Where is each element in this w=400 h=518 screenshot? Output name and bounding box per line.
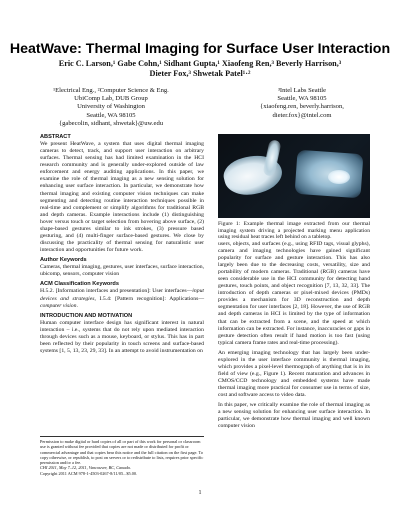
acm-text-1: H.5.2. [Information interfaces and presentation]: User interfaces— <box>40 288 193 295</box>
acm-heading: ACM Classification Keywords <box>40 281 119 288</box>
affiliation-line: dieter.fox}@intel.com <box>272 111 332 119</box>
affiliation-uw <box>36 87 186 120</box>
affiliation-intel <box>232 87 372 120</box>
copyright-block <box>40 436 204 476</box>
affiliation-line: ³Intel Labs Seattle <box>277 87 327 94</box>
keywords-text: Cameras, thermal imaging, gestures, user interfaces, surface interaction, ubicomp, sensors, computer vision <box>40 264 204 278</box>
acm-text-2: , I.5.4: [Pattern recognition]: Applications— <box>94 295 205 302</box>
acm-text <box>40 288 204 309</box>
intro-text: Human computer interface design has significant interest in natural interaction – i.e., systems that do not rely upon mediated interaction through devices such as a mouse, keyboard, or stylus. This has in part been reflected by their popularity in touch screens and surface-based systems [1, 5, 13, 23, 29, 33]. In an attempt to avoid instrumentation on <box>40 319 204 354</box>
paper-title: HeatWave: Thermal Imaging for Surface User Interaction <box>9 41 391 57</box>
authors-line-2: Dieter Fox,³ Shwetak Patel¹·² <box>149 68 251 78</box>
abstract-text: We present HeatWave, a system that uses digital thermal imaging cameras to detect, track, and support user interaction on arbitrary surfaces. Thermal sensing has had limited examination in the HCI research community and is generally under-explored outside of law enforcement and energy auditing applications. In this paper, we examine the role of thermal imaging as a new sensing solution for enhancing user surface interaction. In particular, we demonstrate how thermal imaging and existing computer vision techniques can make segmenting and detecting routine interaction techniques possible in real-time and complement or simplify algorithms for traditional RGB and depth cameras. Example interactions include (1) distinguishing hover versus touch or target selection from hovering above surface, (2) shape-based gestures similar to ink strokes, (3) pressure based gesturing, and (4) multi-finger surface-based gestures. We close by discussing the practicality of thermal sensing for naturalistic user interaction and opportunities for future work. <box>40 141 204 253</box>
authors-line-1: Eric C. Larson,¹ Gabe Cohn,¹ Sidhant Gupta,¹ Xiaofeng Ren,³ Beverly Harrison,³ <box>58 59 342 68</box>
right-paragraph: users, objects, and surfaces (e.g., using RFID tags, visual glyphs), camera and imaging technologies have gained significant popularity for surface and gesture interaction. This has also largely been due to the decreasing costs, versatility, size and portability of modern cameras. Traditional (RGB) cameras have seen considerable use in the HCI community for detecting hand gestures, touch points, and object recognition [7, 13, 32, 33]. The introduction of depth cameras or pixel-mixed devices (PMDs) provides a mechanism for 3D reconstruction and depth segmentation for user interfaces [2, 18]. However, the use of RGB and depth cameras in HCI is limited by the type of information that can be extracted from a scene, and the speed at which information can be extracted. For instance, inaccuracies or gaps in gesture detection often result if hand motion is too fast (using typical camera frame rates and real-time processing). <box>218 241 370 346</box>
affiliation-emails: {gabecolin, sidhant, shwetak}@uw.edu <box>58 120 164 127</box>
acm-text-3: . <box>76 302 78 309</box>
affiliation-line: University of Washington <box>77 103 145 111</box>
right-paragraph: In this paper, we critically examine the role of thermal imaging as a new sensing solution for enhancing user surface interaction. In particular, we demonstrate how thermal imaging and well known computer vision <box>218 402 370 430</box>
keywords-heading: Author Keywords <box>40 256 87 263</box>
copyright-acm: Copyright 2011 ACM 978-1-4503-0267-8/11/05...$5.00. <box>40 470 138 476</box>
affiliation-line: ¹Electrical Eng., ²Computer Science & Eng. <box>53 87 169 94</box>
author-list <box>40 59 360 78</box>
page-number: 1 <box>198 490 202 496</box>
affiliation-line: {xiaofeng.ren, beverly.harrison, <box>260 103 344 111</box>
affiliation-line: UbiComp Lab, DUB Group <box>74 95 148 103</box>
left-column <box>40 134 204 357</box>
right-paragraph: An emerging imaging technology that has largely been under-explored in the user interface community is thermal imaging, which provides a pixel-level thermograph of anything that is in its field of view (e.g., Figure 1). Recent maturation and advances in CMOS/CCD technology and embedded systems have made thermal imaging more practical for consumer use in terms of size, cost and software access to video data. <box>218 349 370 398</box>
copyright-conference: CHI 2011, May 7–12, 2011, Vancouver, BC, Canada. <box>40 465 131 471</box>
acm-italic-1: input devices and strategies <box>40 288 204 302</box>
affiliation-line: Seattle, WA 98105 <box>277 95 327 103</box>
copyright-permission: Permission to make digital or hard copies of all or part of this work for personal or classroom use is granted without fee provided that copies are not made or distributed for profit or commercial advantage and that copies bear this notice and the full citation on the first page. To copy otherwise, or republish, to post on servers or to redistribute to lists, requires prior specific permission and/or a fee. <box>40 439 204 466</box>
heat-trace-hotspot <box>328 170 350 184</box>
right-column-body <box>218 241 370 432</box>
intro-heading: INTRODUCTION AND MOTIVATION <box>40 312 133 319</box>
affiliation-line: Seattle, WA 98105 <box>86 111 136 119</box>
figure-caption: Figure 1: Example thermal image extracted from our thermal imaging system driving a projected marking menu application using residual heat traces left behind on a tabletop. <box>218 221 370 241</box>
abstract-heading: ABSTRACT <box>40 134 71 140</box>
thermal-image-figure <box>218 134 370 218</box>
acm-italic-2: computer vision <box>40 302 77 309</box>
